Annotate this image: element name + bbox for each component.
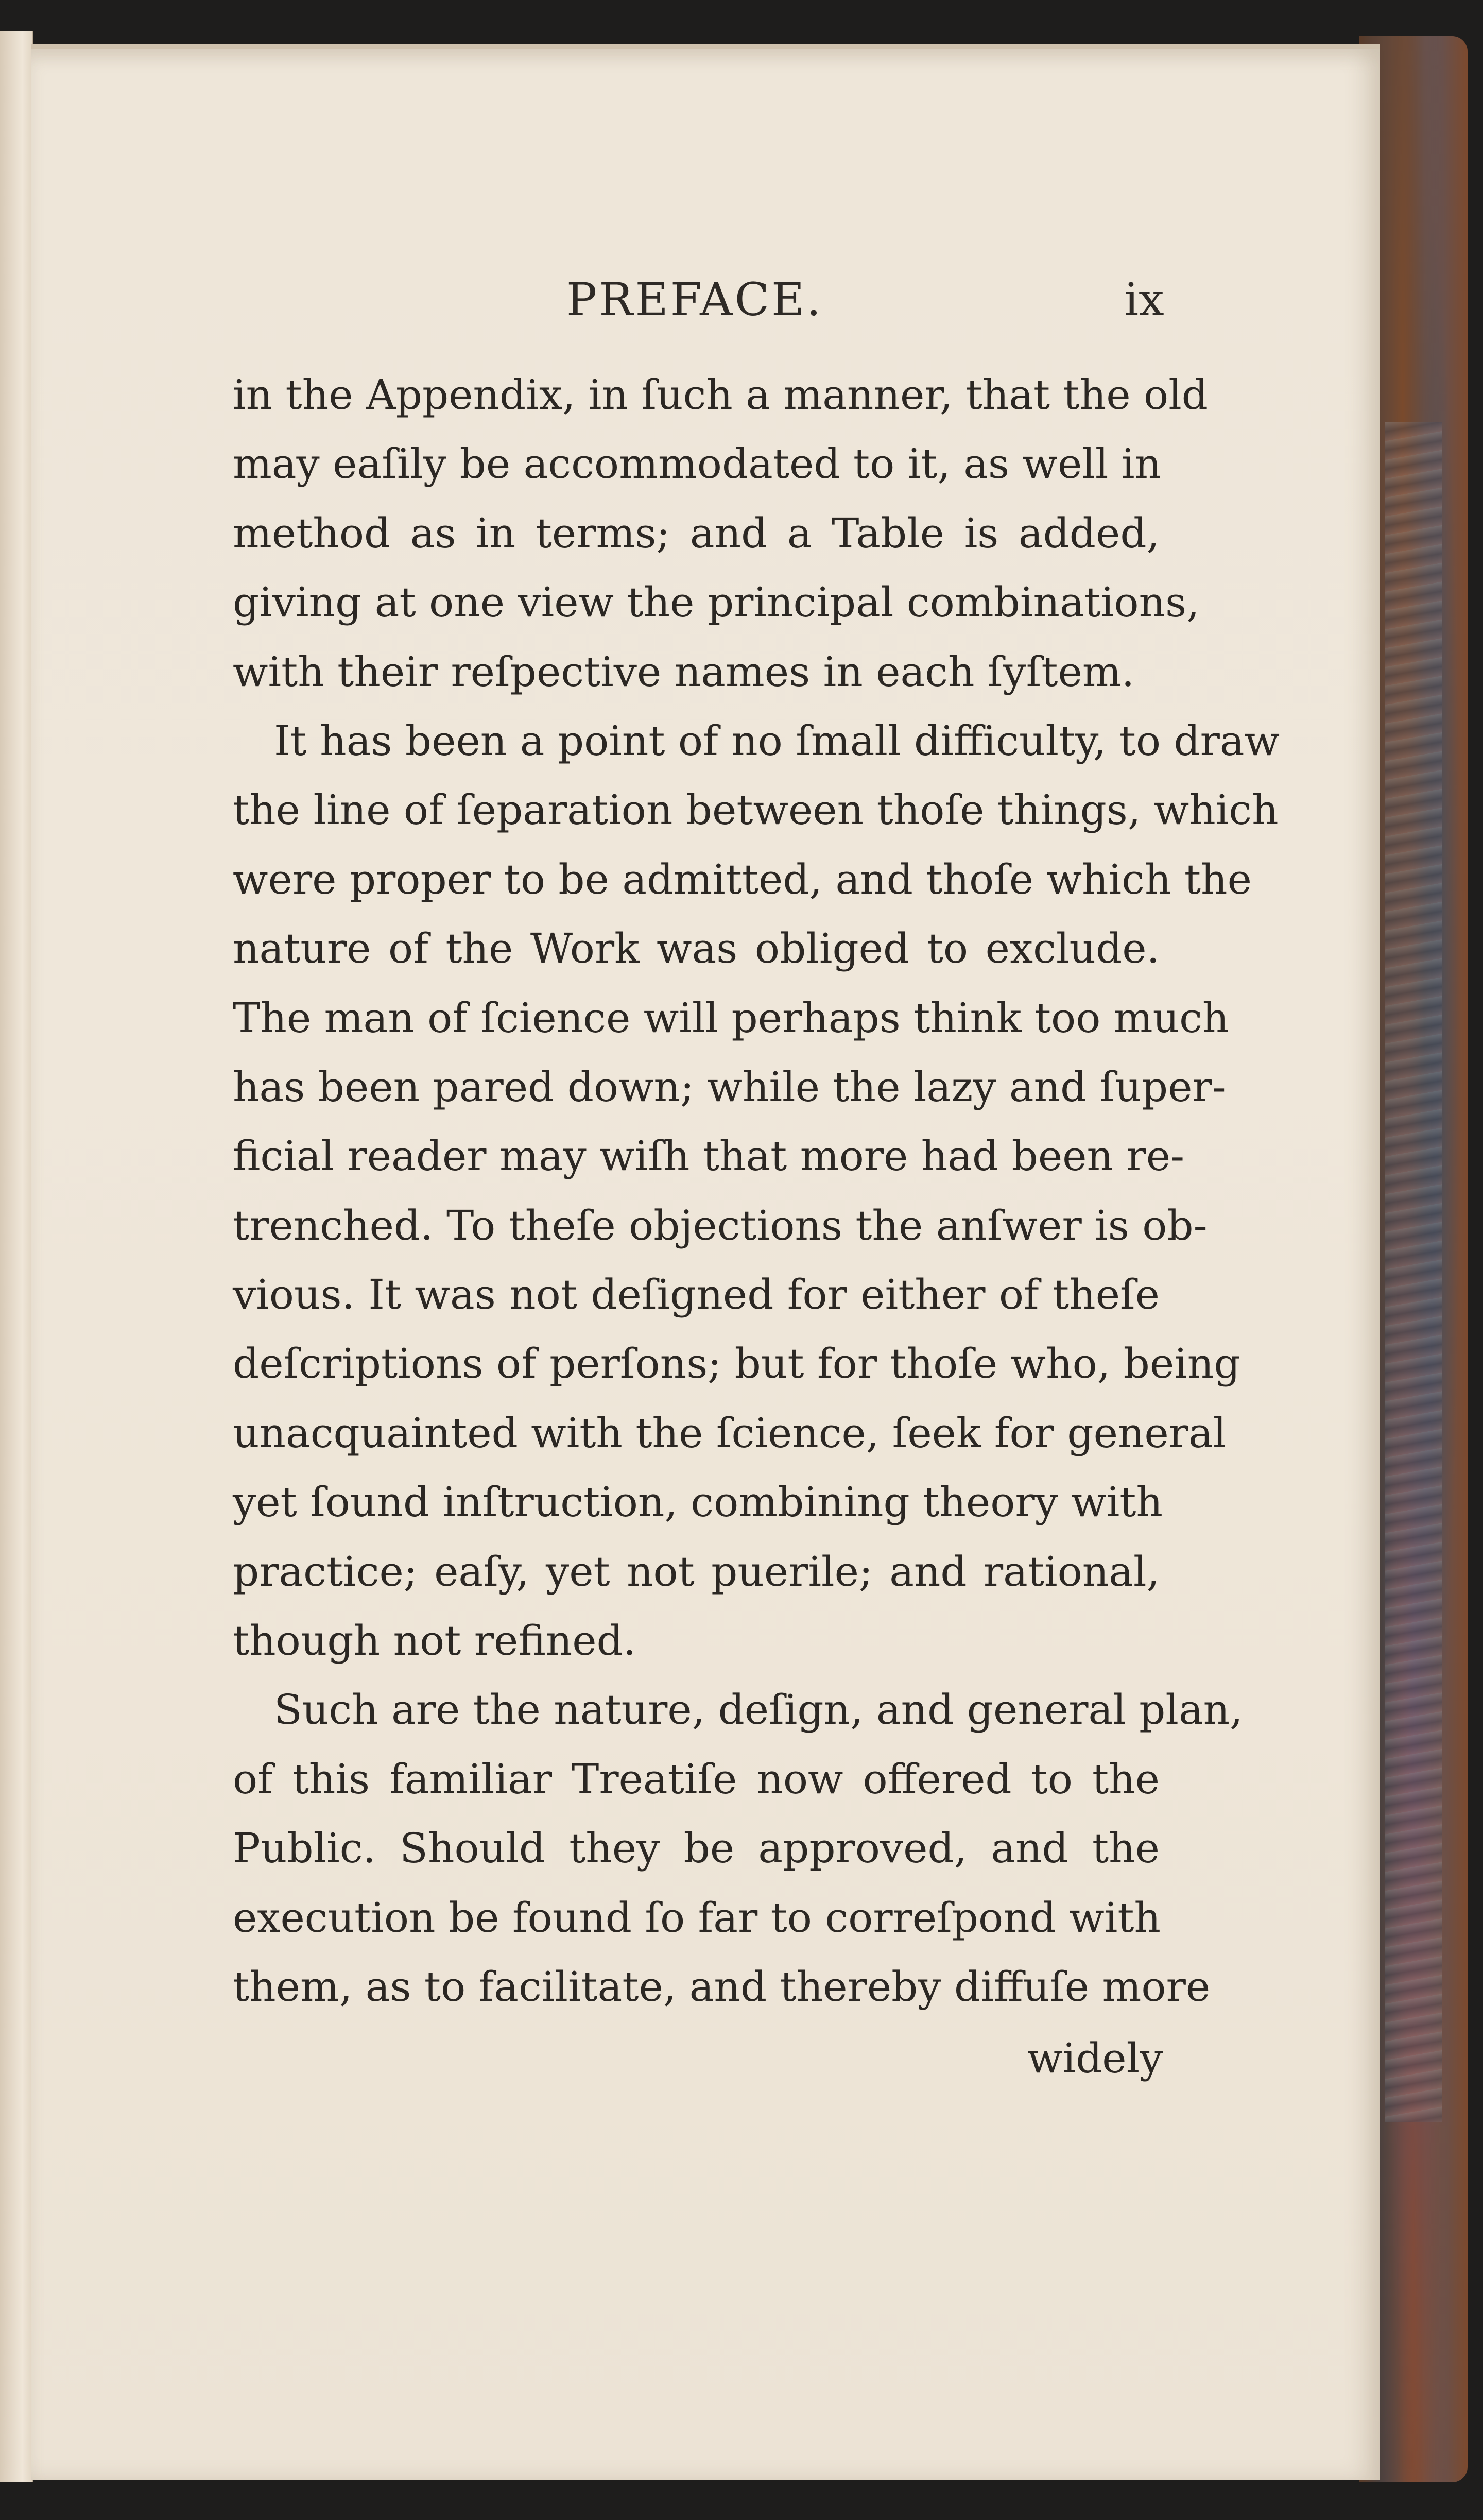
text-line: with their reſpective names in each ſyſtem. [233,647,1135,696]
text-line: the line of ſeparation between thoſe things, which [233,786,1279,834]
page-number: ix [1124,273,1164,326]
text-line: yet ſound inſtruction, combining theory with [233,1478,1163,1527]
text-line: though not refined. [233,1617,636,1665]
text-line: vious. It was not deſigned for either of theſe [233,1271,1160,1319]
text-line: Such are the nature, deſign, and general plan, [274,1686,1243,1734]
text-line: deſcriptions of perſons; but for thoſe who, being [233,1340,1240,1388]
text-line: The man of ſcience will perhaps think too much [233,993,1229,1042]
text-line: may eaſily be accommodated to it, as well in [233,440,1162,488]
body-text [233,361,1280,2021]
text-line: method as in terms; and a Table is added, [233,509,1160,557]
catchword: widely [1027,2034,1163,2082]
text-line: It has been a point of no ſmall difficulty, to draw [274,716,1280,765]
page-header [0,273,1483,335]
text-line: in the Appendix, in ſuch a manner, that the old [233,371,1208,419]
text-line: execution be found ſo far to correſpond with [233,1893,1161,1942]
text-line: Public. Should they be approved, and the [233,1824,1160,1873]
text-line: them, as to facilitate, and thereby diffuſe more [233,1962,1211,2011]
facing-page-edge [0,31,33,2482]
text-line: ficial reader may wiſh that more had been re- [233,1132,1185,1180]
text-line: unacquainted with the ſcience, ſeek for general [233,1409,1227,1457]
text-line: giving at one view the principal combinations, [233,578,1200,627]
marbled-binding [1385,422,1442,2122]
text-line: practice; eaſy, yet not puerile; and rational, [233,1547,1160,1596]
running-head: PREFACE. [566,273,823,326]
text-line: trenched. To theſe objections the anſwer is ob- [233,1201,1208,1249]
text-line: of this familiar Treatiſe now offered to the [233,1755,1160,1803]
text-line: nature of the Work was obliged to exclude. [233,924,1160,973]
text-line: has been pared down; while the lazy and ſuper- [233,1062,1226,1111]
text-line: were proper to be admitted, and thoſe which the [233,855,1252,903]
